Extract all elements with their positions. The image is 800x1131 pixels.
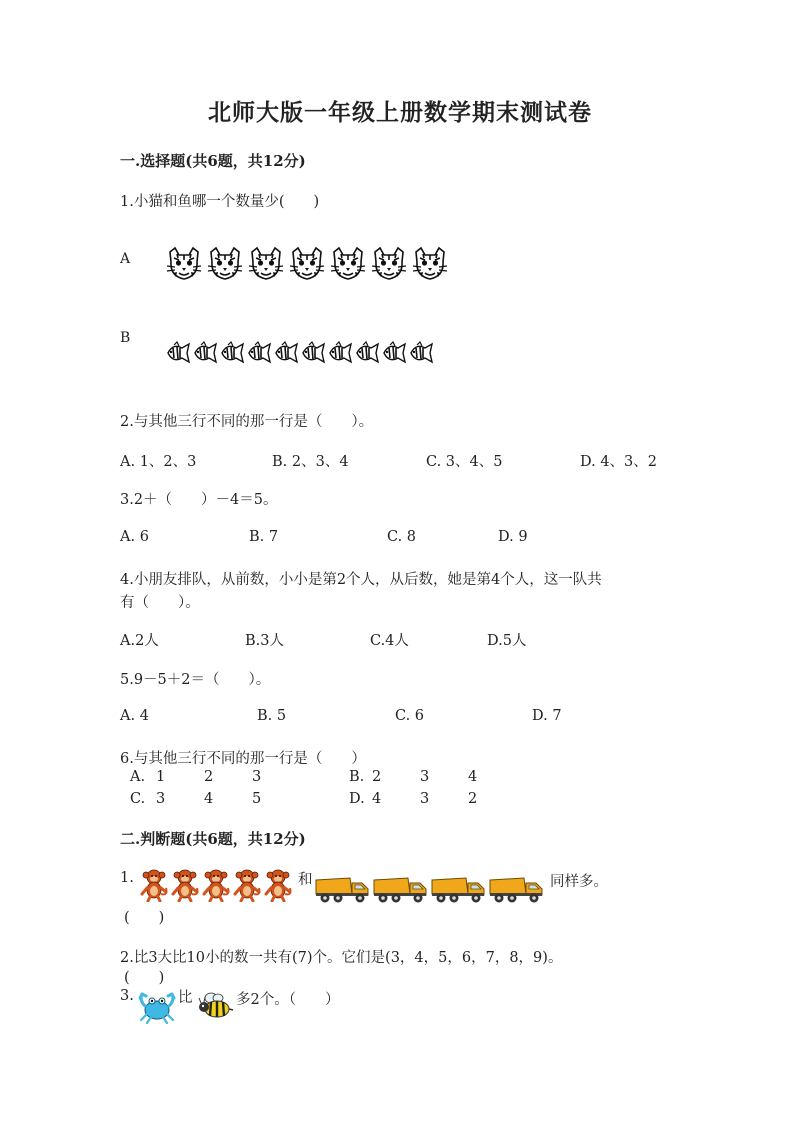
truck-row xyxy=(314,874,544,908)
judge-1-and: 和 xyxy=(298,872,313,888)
q6-row-a-label: A. xyxy=(130,769,146,785)
monkey-icon xyxy=(233,868,262,906)
striped-fish-icon xyxy=(219,340,245,370)
q3-option-d: D. 9 xyxy=(498,529,528,545)
q4-option-b: B.3人 xyxy=(245,633,284,649)
dump-truck-icon xyxy=(488,874,544,908)
option-b-label: B xyxy=(120,330,131,346)
section-heading-choice: 一.选择题(共6题，共12分) xyxy=(120,152,306,170)
judge-1-tail: 同样多。 xyxy=(550,874,608,890)
judge-2-text: 2.比3大比10小的数一共有(7)个。它们是(3，4，5，6，7，8，9)。 xyxy=(120,950,563,966)
tiger-cat-face-icon xyxy=(247,246,285,286)
cat-row xyxy=(165,246,449,286)
monkey-icon xyxy=(264,868,293,906)
question-4-line1: 4.小朋友排队，从前数，小小是第2个人，从后数，她是第4个人，这一队共 xyxy=(120,572,602,588)
tiger-cat-face-icon xyxy=(411,246,449,286)
page-title: 北师大版一年级上册数学期末测试卷 xyxy=(208,99,592,126)
q6-row-c-label: C. xyxy=(130,791,146,807)
fish-row xyxy=(165,340,434,370)
judge-3-tail: 多2个。（ ） xyxy=(236,992,340,1008)
striped-fish-icon xyxy=(300,340,326,370)
q6-row-a-val: 1 xyxy=(156,769,166,785)
crab-icon xyxy=(137,990,177,1028)
judge-3-number: 3. xyxy=(120,988,134,1004)
question-1-text: 1.小猫和鱼哪一个数量少( ) xyxy=(120,194,320,210)
striped-fish-icon xyxy=(273,340,299,370)
striped-fish-icon xyxy=(192,340,218,370)
question-5-text: 5.9－5＋2＝（ ）。 xyxy=(120,672,271,688)
q6-row-a-val: 2 xyxy=(204,769,214,785)
q6-row-d-val: 4 xyxy=(372,791,382,807)
q6-row-b-val: 2 xyxy=(372,769,382,785)
monkey-icon xyxy=(202,868,231,906)
q6-row-d-label: D. xyxy=(349,791,365,807)
q6-row-a-val: 3 xyxy=(252,769,262,785)
dump-truck-icon xyxy=(372,874,428,908)
q3-option-b: B. 7 xyxy=(249,529,279,545)
q3-option-c: C. 8 xyxy=(387,529,417,545)
judge-1-number: 1. xyxy=(120,870,134,886)
question-3-text: 3.2＋（ ）－4＝5。 xyxy=(120,492,278,508)
tiger-cat-face-icon xyxy=(206,246,244,286)
question-4-line2: 有（ ）。 xyxy=(120,595,200,611)
tiger-cat-face-icon xyxy=(329,246,367,286)
tiger-cat-face-icon xyxy=(165,246,203,286)
striped-fish-icon xyxy=(165,340,191,370)
q2-option-c: C. 3、4、5 xyxy=(426,454,503,470)
question-6-text: 6.与其他三行不同的那一行是（ ） xyxy=(120,751,366,767)
q6-row-d-val: 3 xyxy=(420,791,430,807)
striped-fish-icon xyxy=(408,340,434,370)
q5-option-a: A. 4 xyxy=(120,708,149,724)
tiger-cat-face-icon xyxy=(370,246,408,286)
section-heading-judge: 二.判断题(共6题，共12分) xyxy=(120,830,306,848)
q6-row-b-label: B. xyxy=(349,769,365,785)
monkey-icon xyxy=(171,868,200,906)
question-2-text: 2.与其他三行不同的那一行是（ ）。 xyxy=(120,414,374,430)
tiger-cat-face-icon xyxy=(288,246,326,286)
q5-option-c: C. 6 xyxy=(395,708,425,724)
q2-option-d: D. 4、3、2 xyxy=(580,454,658,470)
q4-option-c: C.4人 xyxy=(370,633,409,649)
q6-row-b-val: 3 xyxy=(420,769,430,785)
q6-row-b-val: 4 xyxy=(468,769,478,785)
q2-option-a: A. 1、2、3 xyxy=(120,454,197,470)
judge-2-answer-blank: ( ) xyxy=(124,970,165,986)
judge-1-answer-blank: ( ) xyxy=(124,910,165,926)
striped-fish-icon xyxy=(354,340,380,370)
bee-icon xyxy=(198,992,234,1024)
q5-option-d: D. 7 xyxy=(532,708,562,724)
q6-row-d-val: 2 xyxy=(468,791,478,807)
q6-row-c-val: 3 xyxy=(156,791,166,807)
monkey-row xyxy=(140,868,293,906)
option-a-label: A xyxy=(120,251,131,267)
dump-truck-icon xyxy=(314,874,370,908)
striped-fish-icon xyxy=(246,340,272,370)
q2-option-b: B. 2、3、4 xyxy=(272,454,349,470)
q3-option-a: A. 6 xyxy=(120,529,149,545)
q4-option-a: A.2人 xyxy=(120,633,159,649)
q6-row-c-val: 4 xyxy=(204,791,214,807)
dump-truck-icon xyxy=(430,874,486,908)
q6-row-c-val: 5 xyxy=(252,791,262,807)
monkey-icon xyxy=(140,868,169,906)
q5-option-b: B. 5 xyxy=(257,708,287,724)
striped-fish-icon xyxy=(381,340,407,370)
striped-fish-icon xyxy=(327,340,353,370)
q4-option-d: D.5人 xyxy=(487,633,527,649)
judge-3-bi: 比 xyxy=(178,990,193,1006)
